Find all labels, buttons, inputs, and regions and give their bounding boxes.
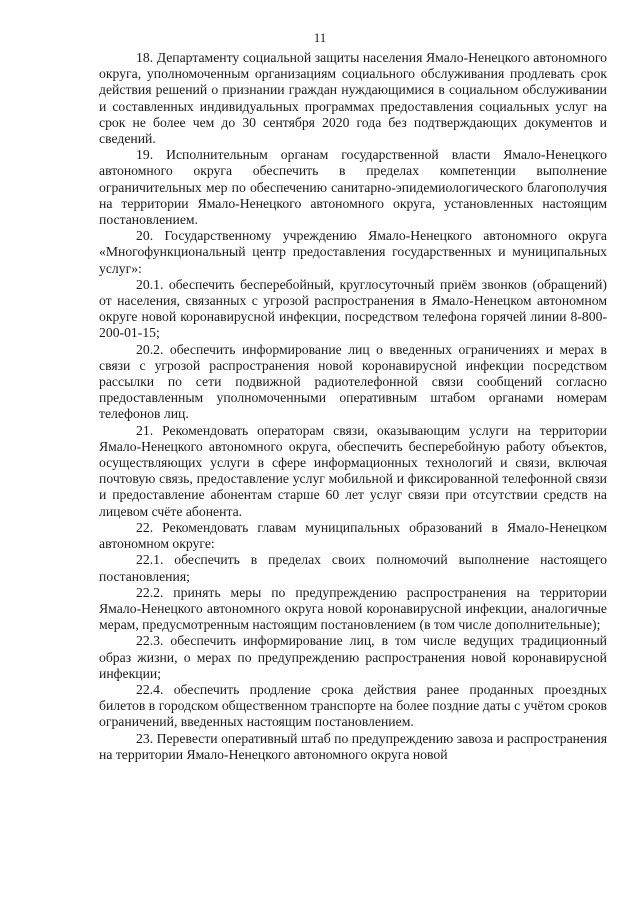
document-body — [99, 50, 607, 763]
paragraph-20-1: 20.1. обеспечить бесперебойный, круглосуточный приём звонков (обращений) от населения, связанных с угрозой распространения в Ямало-Ненецком автономном округе новой коронавирусной инфекции, посредством телефона горячей линии 8-800-200-01-15; — [99, 276, 607, 341]
paragraph-20: 20. Государственному учреждению Ямало-Ненецкого автономного округа «Многофункциональный центр предоставления государственных и муниципальных услуг»: — [99, 228, 607, 276]
paragraph-22-3: 22.3. обеспечить информирование лиц, в том числе ведущих традиционный образ жизни, о мерах по предупреждению распространения новой коронавирусной инфекции; — [99, 633, 607, 681]
paragraph-22: 22. Рекомендовать главам муниципальных образований в Ямало-Ненецком автономном округе: — [99, 519, 607, 552]
paragraph-23: 23. Перевести оперативный штаб по предупреждению завоза и распространения на территории Ямало-Ненецкого автономного округа новой — [99, 730, 607, 762]
paragraph-18: 18. Департаменту социальной защиты населения Ямало-Ненецкого автономного округа, уполномоченным организациям социального обслуживания продлевать срок действия решений о признании граждан нуждающимися в социальном обслуживании и составленных индивидуальных программах предоставления социальных услуг на срок не более чем до 30 сентября 2020 года без подтверждающих документов и сведений. — [99, 50, 607, 147]
paragraph-22-2: 22.2. принять меры по предупреждению распространения на территории Ямало-Ненецкого автономного округа новой коронавирусной инфекции, аналогичные мерам, предусмотренным настоящим постановлением (в том числе дополнительные); — [99, 584, 607, 633]
paragraph-22-4: 22.4. обеспечить продление срока действия ранее проданных проездных билетов в городском общественном транспорте на более поздние даты с учётом сроков ограничений, введенных настоящим постановлением. — [99, 681, 607, 730]
page-number: 11 — [313, 30, 327, 45]
paragraph-20-2: 20.2. обеспечить информирование лиц о введенных ограничениях и мерах в связи с угрозой распространения новой коронавирусной инфекции посредством рассылки по сети подвижной радиотелефонной связи сообщений согласно предоставленным уполномоченными оперативным штабом органами номерам телефонов лиц. — [99, 341, 607, 422]
paragraph-21: 21. Рекомендовать операторам связи, оказывающим услуги на территории Ямало-Ненецкого автономного округа, обеспечить бесперебойную работу объектов, осуществляющих услуги в сфере информационных технологий и связи, включая почтовую связь, предоставление услуг мобильной и фиксированной телефонной связи и предоставление абонентам старше 60 лет услуг связи при отсутствии средств на лицевом счёте абонента. — [99, 422, 607, 519]
paragraph-19: 19. Исполнительным органам государственной власти Ямало-Ненецкого автономного округа обеспечить в пределах компетенции выполнение ограничительных мер по обеспечению санитарно-эпидемиологического благополучия на территории Ямало-Ненецкого автономного округа, установленных настоящим постановлением. — [99, 147, 607, 228]
paragraph-22-1: 22.1. обеспечить в пределах своих полномочий выполнение настоящего постановления; — [99, 552, 607, 584]
